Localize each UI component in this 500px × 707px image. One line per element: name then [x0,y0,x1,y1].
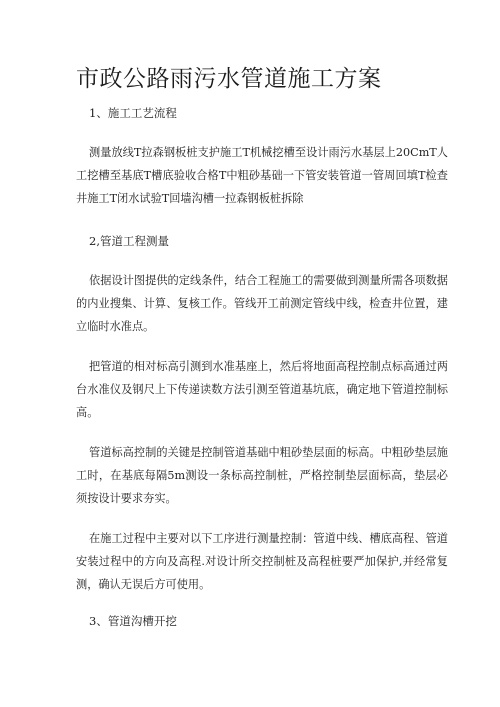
document-title: 市政公路雨污水管道施工方案 [76,66,382,92]
section-heading-1: 1、施工工艺流程 [89,106,177,120]
section-heading-3: 3、管道沟槽开挖 [89,614,177,628]
section-heading-2: 2,管道工程测量 [89,234,169,248]
paragraph-survey-3: 管道标高控制的关键是控制管道基础中粗砂垫层面的标高。中粗砂垫层施工时，在基底每隔5m测设一条标高控制桩，严格控制垫层面标高，垫层必须按设计要求夯实。 [76,446,448,505]
paragraph-survey-1: 依据设计图提供的定线条件，结合工程施工的需要做到测量所需各项数据的内业搜集、计算、复核工作。管线开工前测定管线中线，检查井位置，建立临时水准点。 [76,274,448,333]
paragraph-survey-4: 在施工过程中主要对以下工序进行测量控制：管道中线、槽底高程、管道安装过程中的方向及高程.对设计所交控制桩及高程桩要严加保护,并经常复测，确认无误后方可使用。 [76,532,448,591]
paragraph-process-flow: 测量放线T拉森钢板桩支护施工T机械挖槽至设计雨污水基层上20CmT人工挖槽至基底T槽底验收合格T中粗砂基础一下管安装管道一管周回填T检查井施工T闭水试验T回墙沟槽一拉森钢板桩拆除 [76,146,448,205]
paragraph-survey-2: 把管道的相对标高引测到水准基座上，然后将地面高程控制点标高通过两台水准仪及钢尺上下传递读数方法引测至管道基坑底，确定地下管道控制标高。 [76,360,448,419]
